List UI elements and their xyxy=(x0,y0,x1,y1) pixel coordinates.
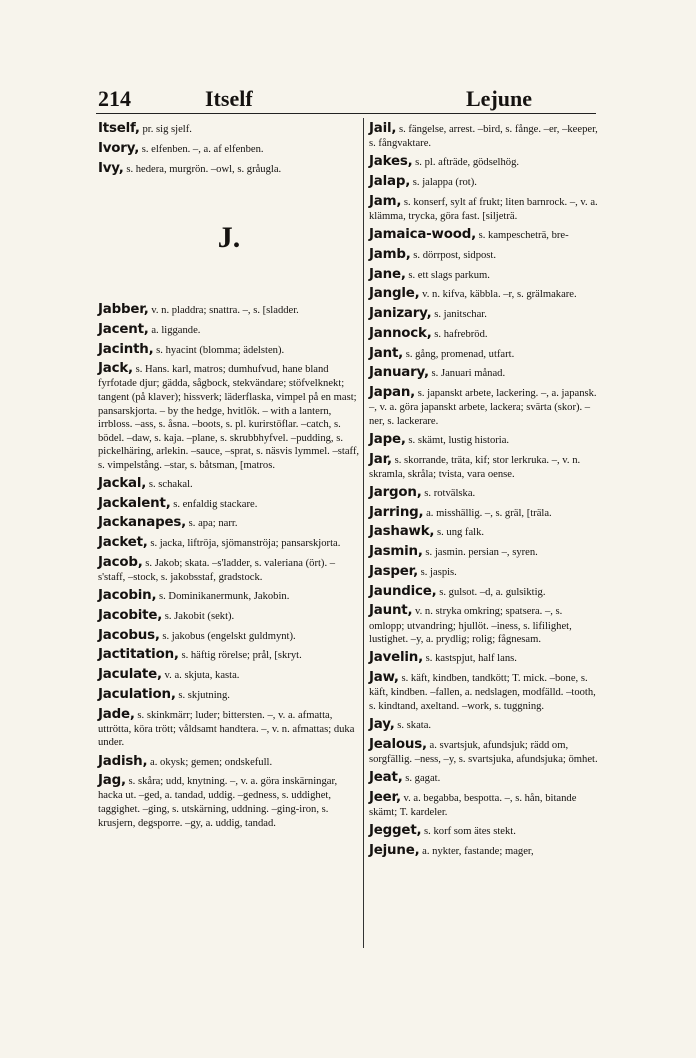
headword: Jaw, xyxy=(369,670,399,686)
headword: Jadish, xyxy=(98,753,148,769)
definition: s. skorrande, träta, kif; stor lerkruka. –, v. n. skramla, skråla; tvista, vara oense. xyxy=(369,454,581,480)
dictionary-entry xyxy=(98,706,360,750)
definition: v. a. skjuta, kasta. xyxy=(161,670,240,682)
headword: Jaculation, xyxy=(98,686,176,702)
dictionary-entry xyxy=(369,543,599,560)
guide-word-left: Itself xyxy=(205,86,253,111)
headword: Javelin, xyxy=(369,650,424,666)
headword: Jackal, xyxy=(98,475,147,491)
definition: s. korf som ätes stekt. xyxy=(421,826,516,838)
dictionary-entry xyxy=(369,266,599,283)
headword: Jacobin, xyxy=(98,588,157,604)
left-entries xyxy=(98,301,360,830)
guide-word-right: Lejune xyxy=(466,86,532,111)
dictionary-entry xyxy=(98,587,360,604)
headword: Jactitation, xyxy=(98,647,179,663)
column-divider xyxy=(363,118,364,948)
dictionary-entry xyxy=(369,153,599,170)
dictionary-entry xyxy=(369,583,599,600)
headword: Jane, xyxy=(369,266,406,282)
definition: s. pl. afträde, gödselhög. xyxy=(412,157,520,169)
dictionary-entry xyxy=(369,193,599,224)
definition: a. svartsjuk, afundsjuk; rädd om, sorgfällig. –ness, –y, s. svartsjuka, afundsjuka; ömhet. xyxy=(369,739,598,765)
definition: s. konserf, sylt af frukt; liten barnrock. –, v. a. klämma, trycka, göra fast. [siljeträ. xyxy=(369,196,598,222)
dictionary-entry xyxy=(369,484,599,501)
definition: s. hafrebröd. xyxy=(431,328,488,340)
dictionary-entry xyxy=(98,341,360,358)
headword: Jag, xyxy=(98,773,126,789)
definition: s. hyacint (blomma; ädelsten). xyxy=(153,344,285,356)
headword: Jakes, xyxy=(369,154,413,170)
definition: a. nykter, fastande; mager, xyxy=(419,845,534,857)
dictionary-entry xyxy=(369,305,599,322)
headword: Jack, xyxy=(98,361,133,377)
headword: Jashawk, xyxy=(369,524,435,540)
headword: Jamaica-wood, xyxy=(369,227,476,243)
definition: s. jasmin. persian –, syren. xyxy=(422,547,538,559)
headword: Jade, xyxy=(98,706,135,722)
dictionary-entry xyxy=(369,173,599,190)
dictionary-entry xyxy=(98,666,360,683)
headword: Jealous, xyxy=(369,736,427,752)
dictionary-entry xyxy=(369,602,599,646)
header-rule xyxy=(96,113,596,114)
headword: Jannock, xyxy=(369,325,432,341)
dictionary-entry xyxy=(369,345,599,362)
definition: v. n. stryka omkring; spatsera. –, s. omlopp; utvandring; hjullöt. –iness, s. lifilighet, lustighet. –y, a. prydlig; rolig; fågnesam. xyxy=(369,606,572,646)
headword: Jacobite, xyxy=(98,607,163,623)
definition: s. rotvälska. xyxy=(421,487,476,499)
dictionary-entry xyxy=(98,495,360,512)
dictionary-entry xyxy=(98,554,360,585)
headword: Jail, xyxy=(369,121,397,136)
right-column xyxy=(369,120,599,862)
headword: Jape, xyxy=(369,431,406,447)
definition: s. schakal. xyxy=(146,478,193,490)
headword: Jacob, xyxy=(98,554,143,570)
definition: a. liggande. xyxy=(148,324,201,336)
headword: Japan, xyxy=(369,385,416,401)
definition: s. jakobus (engelskt guldmynt). xyxy=(159,630,296,642)
dictionary-entry xyxy=(98,627,360,644)
definition: s. apa; narr. xyxy=(186,518,238,530)
headword: Jangle, xyxy=(369,286,420,302)
headword: Jabber, xyxy=(98,302,149,318)
definition: s. dörrpost, sidpost. xyxy=(410,249,497,261)
dictionary-entry xyxy=(98,753,360,770)
definition: s. janitschar. xyxy=(431,309,487,321)
left-pre-entries xyxy=(98,120,360,177)
dictionary-entry xyxy=(98,360,360,472)
dictionary-entry xyxy=(98,772,360,830)
dictionary-entry xyxy=(369,649,599,666)
definition: s. japanskt arbete, lackering. –, a. japansk. –, v. a. göra japanskt arbete, lackera; svärta (skor). –ner, s. lackerare. xyxy=(369,388,597,427)
dictionary-entry xyxy=(369,325,599,342)
dictionary-entry xyxy=(369,563,599,580)
headword: Jamb, xyxy=(369,246,411,262)
definition: s. skjutning. xyxy=(175,689,230,701)
headword: Jackalent, xyxy=(98,495,171,511)
dictionary-entry xyxy=(369,669,599,713)
headword: Jalap, xyxy=(369,174,411,190)
headword: Jar, xyxy=(369,451,392,467)
dictionary-entry xyxy=(369,789,599,820)
definition: s. fängelse, arrest. –bird, s. fånge. –er, –keeper, s. fångvaktare. xyxy=(369,124,598,150)
definition: s. gulsot. –d, a. gulsiktig. xyxy=(436,586,546,598)
definition: s. Jakobit (sekt). xyxy=(162,610,235,622)
headword: Jant, xyxy=(369,345,404,361)
headword: Itself, xyxy=(98,121,140,136)
definition: s. hedera, murgrön. –owl, s. gråugla. xyxy=(123,163,282,175)
dictionary-entry xyxy=(369,364,599,381)
dictionary-entry xyxy=(369,822,599,839)
dictionary-entry xyxy=(369,736,599,767)
headword: Jacinth, xyxy=(98,341,154,357)
dictionary-entry xyxy=(369,504,599,521)
dictionary-entry xyxy=(98,514,360,531)
definition: s. häftig rörelse; prål, [skryt. xyxy=(178,650,302,662)
definition: s. skämt, lustig historia. xyxy=(405,434,510,446)
dictionary-entry xyxy=(98,160,360,177)
headword: Janizary, xyxy=(369,306,432,322)
headword: Jegget, xyxy=(369,823,422,839)
dictionary-entry xyxy=(369,842,599,859)
definition: s. skåra; udd, knytning. –, v. a. göra inskärningar, hacka ut. –ged, a. tandad, uddig. –gedness, s. uddighet, taggighet. –ging, s. utskärning, uddning. –ging-iron, s. krusjern, degsporre. –gy, a. uddig, tandad. xyxy=(98,776,338,829)
headword: Ivory, xyxy=(98,140,140,156)
dictionary-entry xyxy=(369,431,599,448)
headword: Jacent, xyxy=(98,321,149,337)
dictionary-entry xyxy=(369,285,599,302)
definition: s. jaspis. xyxy=(417,566,457,578)
dictionary-entry xyxy=(98,534,360,551)
page-number: 214 xyxy=(98,86,131,111)
headword: Jam, xyxy=(369,193,402,209)
dictionary-entry xyxy=(98,686,360,703)
headword: Jaunt, xyxy=(369,603,413,619)
headword: Jargon, xyxy=(369,484,422,500)
dictionary-entry xyxy=(369,120,599,151)
headword: Jarring, xyxy=(369,504,424,520)
right-entries xyxy=(369,120,599,859)
definition: s. Januari månad. xyxy=(428,368,506,380)
headword: January, xyxy=(369,365,429,381)
dictionary-entry xyxy=(98,475,360,492)
definition: s. kampescheträ, bre- xyxy=(475,230,569,242)
definition: s. enfaldig stackare. xyxy=(170,498,258,510)
section-letter: J. xyxy=(217,220,241,254)
headword: Jejune, xyxy=(369,842,420,858)
definition: s. jalappa (rot). xyxy=(410,177,477,189)
dictionary-entry xyxy=(369,523,599,540)
definition: s. Jakob; skata. –s'ladder, s. valeriana (ört). –s'staff, –stock, s. jakobsstaf, gradstock. xyxy=(98,557,336,584)
dictionary-entry xyxy=(369,246,599,263)
dictionary-entry xyxy=(98,607,360,624)
headword: Jaculate, xyxy=(98,667,162,683)
definition: v. a. begabba, bespotta. –, s. hån, bitande skämt; T. kardeler. xyxy=(369,792,577,818)
definition: s. gång, promenad, utfart. xyxy=(403,348,515,360)
headword: Ivy, xyxy=(98,160,124,176)
dictionary-entry xyxy=(98,646,360,663)
definition: v. n. kifva, käbbla. –r, s. grälmakare. xyxy=(419,289,577,301)
definition: pr. sig sjelf. xyxy=(139,124,192,135)
definition: a. okysk; gemen; ondskefull. xyxy=(147,756,273,768)
definition: s. Dominikanermunk, Jakobin. xyxy=(156,591,290,603)
dictionary-entry xyxy=(98,140,360,157)
headword: Jaundice, xyxy=(369,583,437,599)
dictionary-entry xyxy=(369,384,599,428)
dictionary-entry xyxy=(369,226,599,243)
dictionary-entry xyxy=(369,716,599,733)
dictionary-entry xyxy=(98,321,360,338)
headword: Jacket, xyxy=(98,535,148,551)
headword: Jasmin, xyxy=(369,544,423,560)
definition: s. käft, kindben, tandkött; T. mick. –bone, s. käft, kindben. –fallen, a. nedslagen, modfälld. –tooth, s. kindtand, axeltand. –work, s. tuggning. xyxy=(369,673,596,712)
definition: s. skinkmärr; luder; bittersten. –, v. a. afmatta, uttrötta, köra trött; våldsamt handtera. –, v. n. afmattas; duka under. xyxy=(98,709,355,749)
headword: Jacobus, xyxy=(98,627,160,643)
definition: s. ung falk. xyxy=(434,527,485,539)
headword: Jeat, xyxy=(369,769,403,785)
left-column xyxy=(98,120,360,833)
headword: Jay, xyxy=(369,716,395,732)
dictionary-entry xyxy=(98,120,360,137)
headword: Jasper, xyxy=(369,563,418,579)
definition: s. elfenben. –, a. af elfenben. xyxy=(139,143,264,155)
definition: s. Hans. karl, matros; dumhufvud, hane bland fyrfotade djur; gädda, sågbock, stekvändare; stöfvelknekt; tangent (på klaver); hissverk; läderflaska, vimpel på en mast; pansarskjorta. – by the hedge, hvitlök. – with a lantern, irrbloss. –ass, s. åsna. –boots, s. pl. kurirstöflar. –catch, s. bödel. –daw, s. kaja. –plane, s. skrubbhyfvel. –pudding, s. pickelhäring, arlekin. –sauce, –sprat, s. näsvis lymmel. –staff, s. vimpelstång. –star, s. båtsman, [matros. xyxy=(98,364,360,471)
definition: s. skata. xyxy=(394,719,432,731)
dictionary-entry xyxy=(98,301,360,318)
headword: Jackanapes, xyxy=(98,515,186,531)
definition: s. kastspjut, half lans. xyxy=(423,653,517,665)
dictionary-entry xyxy=(369,451,599,482)
dictionary-entry xyxy=(369,769,599,786)
definition: a. misshällig. –, s. gräl, [träla. xyxy=(423,507,552,519)
definition: s. gagat. xyxy=(402,772,441,784)
definition: s. ett slags parkum. xyxy=(405,269,490,281)
definition: s. jacka, liftröja, sjömanströja; pansarskjorta. xyxy=(147,538,341,550)
headword: Jeer, xyxy=(369,789,401,805)
definition: v. n. pladdra; snattra. –, s. [sladder. xyxy=(148,305,299,317)
